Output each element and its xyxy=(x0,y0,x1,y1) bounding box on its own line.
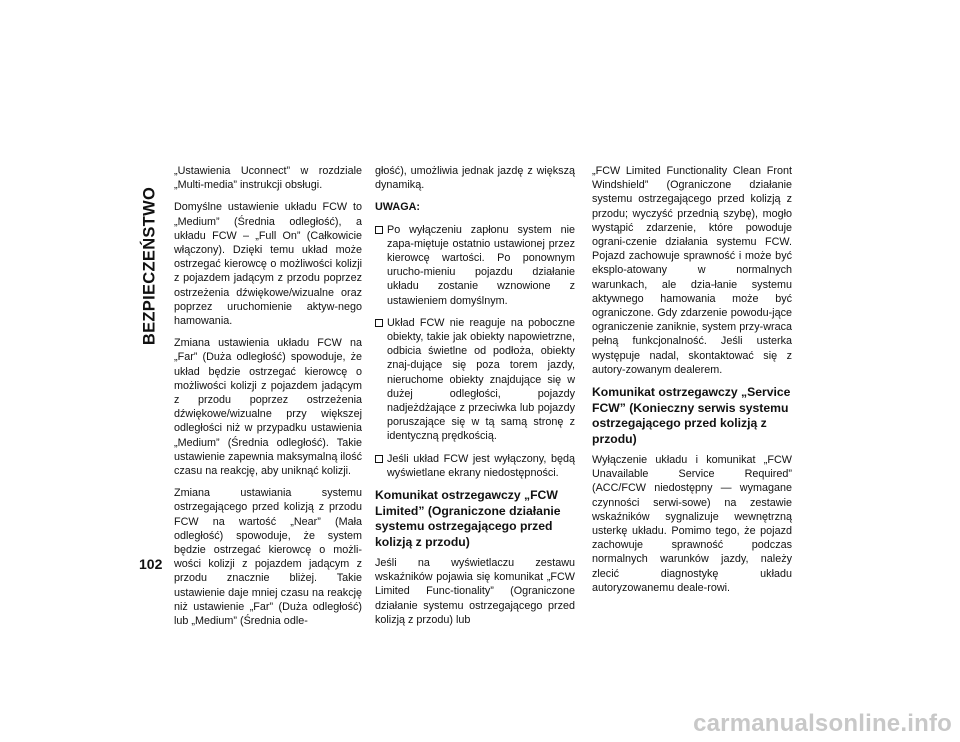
note-list xyxy=(375,223,575,480)
note-item xyxy=(375,223,575,308)
paragraph: Zmiana ustawiania systemu ostrzegającego przed kolizją z przodu FCW na wartość „Near” (Mała odległość) spowoduje, że system będzie ostrzegać kierowcę o możli-wości kolizji z pojazdem jadącym z przodu znacznie bliżej. Takie ustawienie daje mniej czasu na reakcję niż ustawienie „Far” (Duża odległość) lub „Medium” (Średnia odle- xyxy=(174,487,362,628)
section-title: BEZPIECZEŃSTWO xyxy=(140,186,159,345)
note-item xyxy=(375,452,575,480)
note-item xyxy=(375,316,575,444)
note-text: Po wyłączeniu zapłonu system nie zapa-miętuje ostatnio ustawionej przez kierowcę wartości. Po ponownym urucho-mieniu pojazdu działanie układu zostanie wznowione z ustawieniem domyślnym. xyxy=(387,223,575,307)
square-bullet-icon xyxy=(375,319,383,327)
section-heading: Komunikat ostrzegawczy „Service FCW” (Konieczny serwis systemu ostrzegającego przed kolizją z przodu) xyxy=(592,385,791,446)
note-label: UWAGA: xyxy=(375,201,420,214)
paragraph: Zmiana ustawienia układu FCW na „Far” (Duża odległość) spowoduje, że układ będzie ostrzegać kierowcę o możliwości kolizji z pojazdem jadącym z przodu poprzez ostrzeżenia dźwiękowe/wizualne przy większej odległości niż w przypadku ustawienia „Medium” (Średnia odległość). Takie ustawienie zapewnia maksymalną ilość czasu na reakcję, aby uniknąć kolizji. xyxy=(174,337,362,478)
text-column-2 xyxy=(375,164,575,635)
note-text: Jeśli układ FCW jest wyłączony, będą wyświetlane ekrany niedostępności. xyxy=(387,452,575,479)
text-column-3 xyxy=(592,164,792,603)
note-text: Układ FCW nie reaguje na poboczne obiekty, takie jak obiekty napowietrzne, odbicia świetlne od podłoża, obiekty znaj-dujące się poza torem jazdy, nieruchome obiekty znajdujące się w dużej odległości, pojazdy nadjeżdżające z przeciwka lub pojazdy poruszające się w tą samą stronę z identyczną prędkością. xyxy=(387,316,575,443)
watermark: carmanualsonline.info xyxy=(693,710,952,737)
paragraph: Domyślne ustawienie układu FCW to „Medium” (Średnia odległość), a układu FCW – „Full On” (Całkowicie włączony). Dzięki temu układ może ostrzegać kierowcę o możliwości kolizji z pojazdem jadącym z przodu poprzez ostrzeżenia dźwiękowe/wizualne oraz poprzez uruchomienie aktyw-nego hamowania. xyxy=(174,201,362,328)
page-number: 102 xyxy=(139,556,163,572)
paragraph: głość), umożliwia jednak jazdę z większą dynamiką. xyxy=(375,165,575,192)
paragraph: Wyłączenie układu i komunikat „FCW Unavailable Service Required” (ACC/FCW niedostępny — wymagane czynności serwi-sowe) na zestawie wskaźników sygnalizuje wewnętrzną usterkę układu. Pomimo tego, że pojazd zachowuje sprawność podczas normalnych warunków jazdy, należy zlecić diagnostykę układu autoryzowanemu deale-rowi. xyxy=(592,454,792,594)
section-sidebar xyxy=(139,163,161,368)
text-column-1 xyxy=(174,164,362,636)
paragraph: „Ustawienia Uconnect” w rozdziale „Multi-media” instrukcji obsługi. xyxy=(174,165,362,192)
paragraph: Jeśli na wyświetlaczu zestawu wskaźników pojawia się komunikat „FCW Limited Func-tionality” (Ograniczone działanie systemu ostrzegającego przed kolizją z przodu) lub xyxy=(375,557,575,626)
paragraph: „FCW Limited Functionality Clean Front Windshield” (Ograniczone działanie systemu ostrzegającego przed kolizją z przodu; wyczyść przednią szybę), mogło wystąpić zdarzenie, które powoduje ograni-czenie działania systemu FCW. Pojazd zachowuje sprawność i może być eksplo-atowany w normalnych warunkach, ale dzia-łanie systemu aktywnego hamowania może być ograniczone. Gdy zdarzenie powodu-jące ograniczenie zaniknie, system przy-wraca pełną funkcjonalność. Jeśli usterka występuje nadal, skontaktować się z autory-zowanym dealerem. xyxy=(592,165,792,376)
square-bullet-icon xyxy=(375,226,383,234)
square-bullet-icon xyxy=(375,455,383,463)
section-heading: Komunikat ostrzegawczy „FCW Limited” (Ograniczone działanie systemu ostrzegającego przed kolizją z przodu) xyxy=(375,488,561,549)
